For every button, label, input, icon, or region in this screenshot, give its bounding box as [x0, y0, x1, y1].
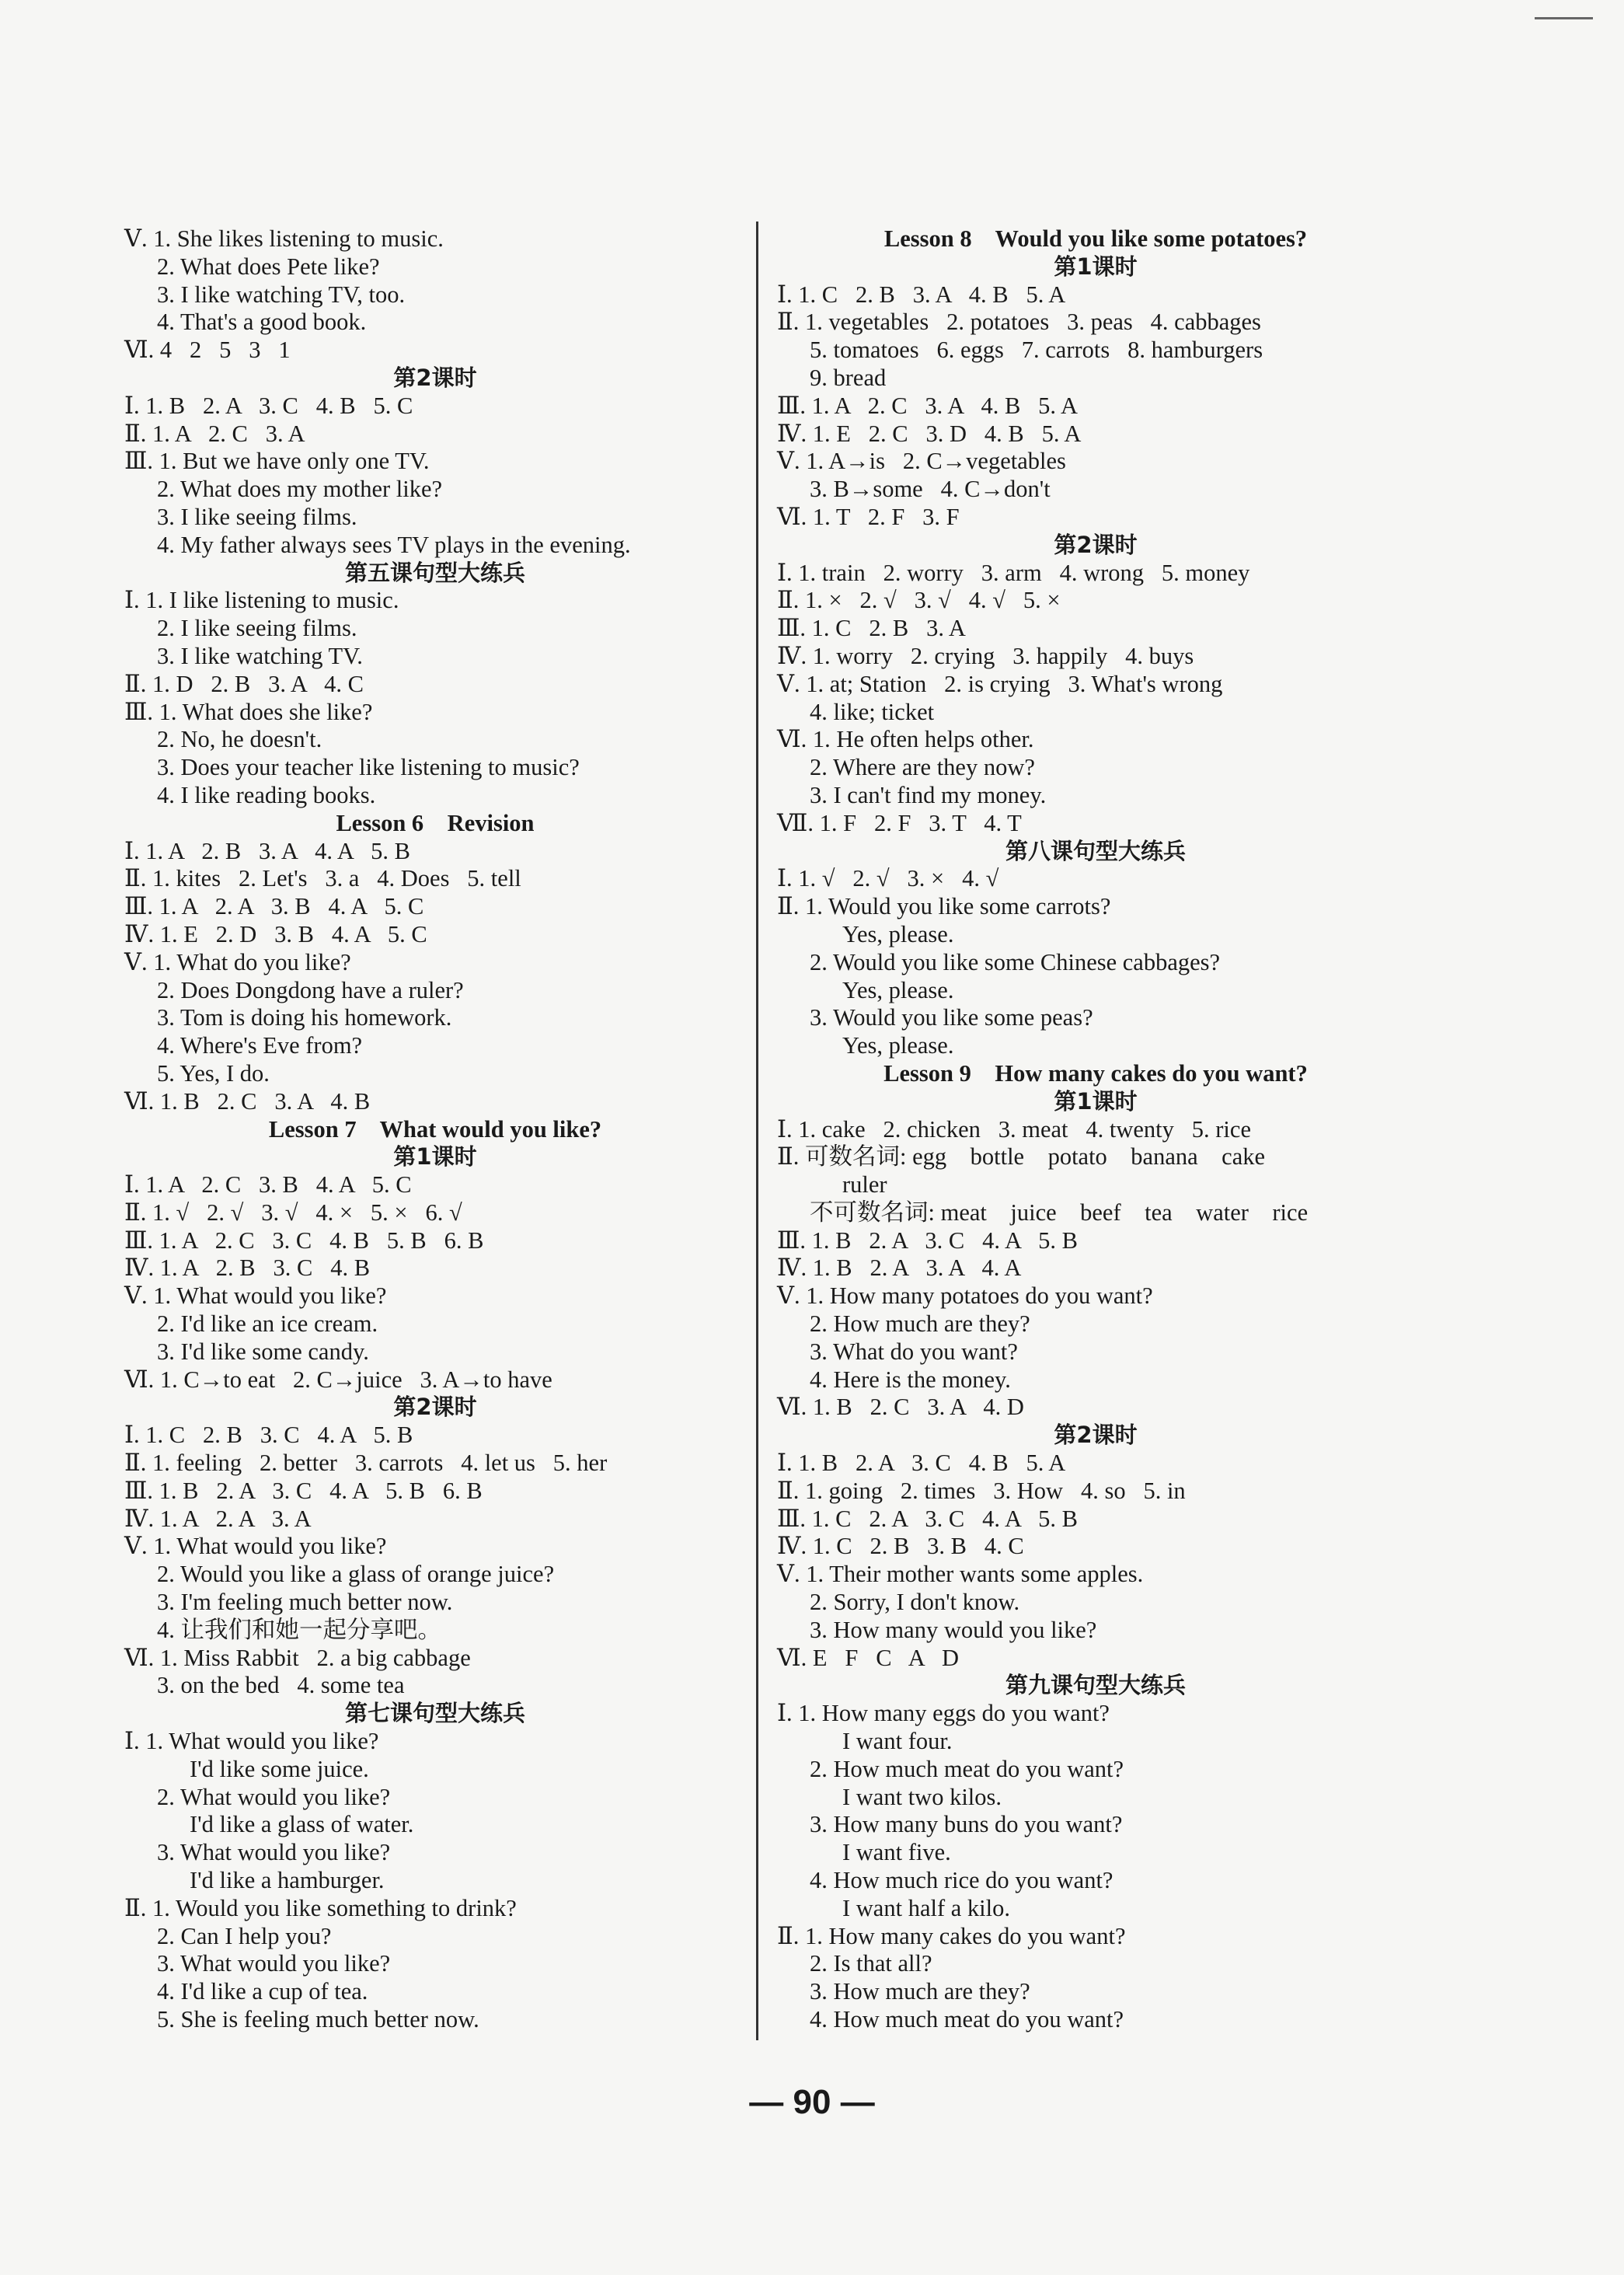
answer-line: 2. How much meat do you want?: [810, 1755, 1124, 1782]
answer-line: 3. I'd like some candy.: [157, 1338, 369, 1365]
page-number: — 90 —: [749, 2083, 875, 2121]
answer-line: Ⅳ. 1. worry 2. crying 3. happily 4. buys: [777, 642, 1194, 669]
answer-line: I want two kilos.: [842, 1783, 1002, 1810]
answer-line: 2. What does my mother like?: [157, 476, 443, 503]
answer-line: Ⅱ. 1. Would you like some carrots?: [777, 893, 1111, 920]
left-column: [124, 225, 746, 2034]
answer-line: 2. I'd like an ice cream.: [157, 1310, 378, 1338]
answer-line: Ⅱ. 1. kites 2. Let's 3. a 4. Does 5. tell: [124, 865, 521, 892]
answer-line: I want half a kilo.: [842, 1894, 1010, 1921]
answer-line: Ⅰ. 1. A 2. C 3. B 4. A 5. C: [124, 1171, 412, 1199]
section-heading: 第2课时: [393, 364, 477, 391]
section-heading: Lesson 9 How many cakes do you want?: [883, 1059, 1308, 1087]
answer-line: 4. My father always sees TV plays in the evening.: [157, 531, 631, 558]
answer-line: Ⅴ. 1. She likes listening to music.: [124, 225, 444, 252]
answer-line: Ⅱ. 1. A 2. C 3. A: [124, 420, 305, 447]
answer-line: Ⅴ. 1. at; Station 2. is crying 3. What's wrong: [777, 670, 1223, 697]
section-heading: 第1课时: [1054, 253, 1138, 280]
answer-line: 3. What would you like?: [157, 1839, 391, 1866]
section-heading: Lesson 6 Revision: [336, 809, 535, 836]
answer-line: Ⅰ. 1. I like listening to music.: [124, 587, 399, 614]
section-heading: Lesson 7 What would you like?: [268, 1115, 602, 1143]
answer-line: 3. I like watching TV.: [157, 642, 363, 669]
answer-line: Ⅰ. 1. How many eggs do you want?: [777, 1700, 1110, 1727]
answer-line: Ⅱ. 1. × 2. √ 3. √ 4. √ 5. ×: [777, 587, 1061, 614]
answer-line: 2. Does Dongdong have a ruler?: [157, 976, 464, 1003]
answer-line: Ⅴ. 1. What would you like?: [124, 1533, 387, 1560]
corner-mark: [1535, 17, 1593, 19]
answer-line: Ⅳ. 1. A 2. A 3. A: [124, 1505, 312, 1532]
answer-line: Ⅲ. 1. B 2. A 3. C 4. A 5. B 6. B: [124, 1477, 483, 1504]
answer-line: 4. like; ticket: [810, 698, 935, 725]
answer-line: 4. Here is the money.: [810, 1366, 1011, 1393]
answer-line: 3. B→some 4. C→don't: [810, 476, 1051, 503]
answer-line: Ⅱ. 1. √ 2. √ 3. √ 4. × 5. × 6. √: [124, 1199, 462, 1226]
right-column: [777, 225, 1414, 2034]
answer-line: 不可数名词: meat juice beef tea water rice: [810, 1199, 1309, 1226]
answer-line: 3. Would you like some peas?: [810, 1004, 1093, 1031]
answer-line: I want four.: [842, 1728, 953, 1755]
answer-line: 5. tomatoes 6. eggs 7. carrots 8. hamburgers: [810, 337, 1263, 364]
answer-line: Ⅵ. 4 2 5 3 1: [124, 337, 291, 364]
answer-line: Ⅳ. 1. A 2. B 3. C 4. B: [124, 1254, 371, 1282]
answer-line: Ⅲ. 1. C 2. B 3. A: [777, 615, 966, 642]
section-heading: 第九课句型大练兵: [1005, 1672, 1186, 1699]
answer-line: I want five.: [842, 1839, 951, 1866]
answer-line: Ⅳ. 1. C 2. B 3. B 4. C: [777, 1533, 1024, 1560]
answer-line: 4. I like reading books.: [157, 781, 376, 808]
answer-line: Ⅰ. 1. What would you like?: [124, 1728, 379, 1755]
section-heading: Lesson 8 Would you like some potatoes?: [883, 225, 1308, 252]
answer-line: Ⅱ. 1. vegetables 2. potatoes 3. peas 4. cabbages: [777, 309, 1261, 336]
answer-line: 2. What would you like?: [157, 1783, 391, 1810]
answer-line: Ⅱ. 1. going 2. times 3. How 4. so 5. in: [777, 1477, 1186, 1504]
answer-line: Ⅱ. 1. Would you like something to drink?: [124, 1894, 517, 1921]
answer-line: Ⅰ. 1. cake 2. chicken 3. meat 4. twenty 5. rice: [777, 1115, 1251, 1143]
answer-line: 4. Where's Eve from?: [157, 1032, 363, 1059]
section-heading: 第2课时: [1054, 531, 1138, 558]
answer-line: I'd like some juice.: [190, 1755, 369, 1782]
answer-line: Ⅵ. E F C A D: [777, 1644, 960, 1671]
answer-line: Ⅰ. 1. B 2. A 3. C 4. B 5. C: [124, 392, 413, 419]
answer-line: Ⅰ. 1. train 2. worry 3. arm 4. wrong 5. money: [777, 559, 1250, 586]
answer-line: Ⅲ. 1. A 2. A 3. B 4. A 5. C: [124, 893, 424, 920]
answer-line: 3. on the bed 4. some tea: [157, 1672, 405, 1699]
answer-line: 3. How many would you like?: [810, 1616, 1097, 1643]
answer-line: Ⅲ. 1. What does she like?: [124, 698, 373, 725]
section-heading: 第1课时: [1054, 1087, 1138, 1115]
answer-line: 3. How much are they?: [810, 1978, 1030, 2005]
answer-line: 9. bread: [810, 364, 887, 391]
answer-line: 2. Would you like some Chinese cabbages?: [810, 948, 1221, 975]
answer-line: Yes, please.: [842, 1032, 954, 1059]
answer-line: Ⅵ. 1. Miss Rabbit 2. a big cabbage: [124, 1644, 471, 1671]
answer-line: Ⅱ. 1. D 2. B 3. A 4. C: [124, 670, 364, 697]
answer-line: Ⅵ. 1. C→to eat 2. C→juice 3. A→to have: [124, 1366, 552, 1393]
answer-line: Ⅲ. 1. B 2. A 3. C 4. A 5. B: [777, 1226, 1079, 1254]
answer-line: Ⅴ. 1. Their mother wants some apples.: [777, 1561, 1144, 1588]
answer-line: Ⅴ. 1. What do you like?: [124, 948, 351, 975]
answer-line: 2. What does Pete like?: [157, 253, 380, 280]
answer-line: I'd like a hamburger.: [190, 1867, 385, 1894]
answer-line: Ⅶ. 1. F 2. F 3. T 4. T: [777, 809, 1022, 836]
answer-line: Ⅱ. 1. feeling 2. better 3. carrots 4. let us 5. her: [124, 1450, 608, 1477]
answer-line: 4. I'd like a cup of tea.: [157, 1978, 368, 2005]
answer-line: 3. I like seeing films.: [157, 503, 357, 530]
answer-line: 2. Would you like a glass of orange juice?: [157, 1561, 555, 1588]
column-divider: [756, 222, 758, 2040]
answer-line: ruler: [842, 1171, 887, 1199]
answer-line: Ⅱ. 1. How many cakes do you want?: [777, 1922, 1126, 1949]
answer-line: 2. How much are they?: [810, 1310, 1030, 1338]
answer-line: Ⅵ. 1. B 2. C 3. A 4. D: [777, 1394, 1024, 1421]
answer-line: 3. How many buns do you want?: [810, 1811, 1123, 1838]
answer-line: I'd like a glass of water.: [190, 1811, 414, 1838]
answer-line: 4. How much rice do you want?: [810, 1867, 1113, 1894]
answer-line: Ⅴ. 1. A→is 2. C→vegetables: [777, 448, 1066, 475]
answer-line: Ⅲ. 1. C 2. A 3. C 4. A 5. B: [777, 1505, 1079, 1532]
answer-line: 5. She is feeling much better now.: [157, 2006, 479, 2032]
answer-line: Ⅲ. 1. But we have only one TV.: [124, 448, 430, 475]
answer-line: Yes, please.: [842, 920, 954, 947]
answer-line: 2. Can I help you?: [157, 1922, 332, 1949]
answer-line: 2. Where are they now?: [810, 754, 1035, 781]
answer-line: 3. Tom is doing his homework.: [157, 1004, 452, 1031]
section-heading: 第2课时: [1054, 1422, 1138, 1449]
answer-line: 4. How much meat do you want?: [810, 2006, 1124, 2032]
section-heading: 第1课时: [393, 1143, 477, 1171]
answer-line: Ⅵ. 1. B 2. C 3. A 4. B: [124, 1087, 371, 1115]
answer-line: Ⅰ. 1. C 2. B 3. C 4. A 5. B: [124, 1422, 413, 1449]
answer-line: 3. What do you want?: [810, 1338, 1018, 1365]
answer-line: Ⅴ. 1. How many potatoes do you want?: [777, 1282, 1153, 1310]
answer-line: 4. 让我们和她一起分享吧。: [157, 1616, 441, 1643]
section-heading: 第七课句型大练兵: [344, 1700, 525, 1727]
answer-line: Ⅱ. 可数名词: egg bottle potato banana cake: [777, 1143, 1266, 1171]
answer-line: 4. That's a good book.: [157, 309, 367, 336]
answer-line: Ⅳ. 1. E 2. C 3. D 4. B 5. A: [777, 420, 1082, 447]
answer-line: 2. Is that all?: [810, 1950, 932, 1977]
answer-line: 3. I like watching TV, too.: [157, 281, 406, 308]
answer-line: 2. No, he doesn't.: [157, 726, 322, 753]
answer-line: 3. I can't find my money.: [810, 781, 1047, 808]
answer-line: Ⅰ. 1. √ 2. √ 3. × 4. √: [777, 865, 999, 892]
section-heading: 第八课句型大练兵: [1005, 837, 1186, 864]
answer-line: Ⅳ. 1. E 2. D 3. B 4. A 5. C: [124, 920, 427, 947]
answer-line: 5. Yes, I do.: [157, 1059, 270, 1087]
answer-line: Ⅵ. 1. He often helps other.: [777, 726, 1034, 753]
answer-line: 3. I'm feeling much better now.: [157, 1589, 453, 1616]
answer-line: Ⅲ. 1. A 2. C 3. A 4. B 5. A: [777, 392, 1079, 419]
answer-line: Ⅳ. 1. B 2. A 3. A 4. A: [777, 1254, 1022, 1282]
answer-line: Ⅵ. 1. T 2. F 3. F: [777, 503, 960, 530]
answer-line: 2. I like seeing films.: [157, 615, 357, 642]
answer-line: 3. Does your teacher like listening to music?: [157, 754, 580, 781]
answer-line: Ⅴ. 1. What would you like?: [124, 1282, 387, 1310]
answer-line: 2. Sorry, I don't know.: [810, 1589, 1020, 1616]
answer-line: Yes, please.: [842, 976, 954, 1003]
answer-line: 3. What would you like?: [157, 1950, 391, 1977]
section-heading: 第五课句型大练兵: [344, 559, 525, 586]
section-heading: 第2课时: [393, 1394, 477, 1421]
answer-line: Ⅲ. 1. A 2. C 3. C 4. B 5. B 6. B: [124, 1226, 484, 1254]
answer-line: Ⅰ. 1. A 2. B 3. A 4. A 5. B: [124, 837, 410, 864]
answer-line: Ⅰ. 1. B 2. A 3. C 4. B 5. A: [777, 1450, 1066, 1477]
answer-line: Ⅰ. 1. C 2. B 3. A 4. B 5. A: [777, 281, 1066, 308]
